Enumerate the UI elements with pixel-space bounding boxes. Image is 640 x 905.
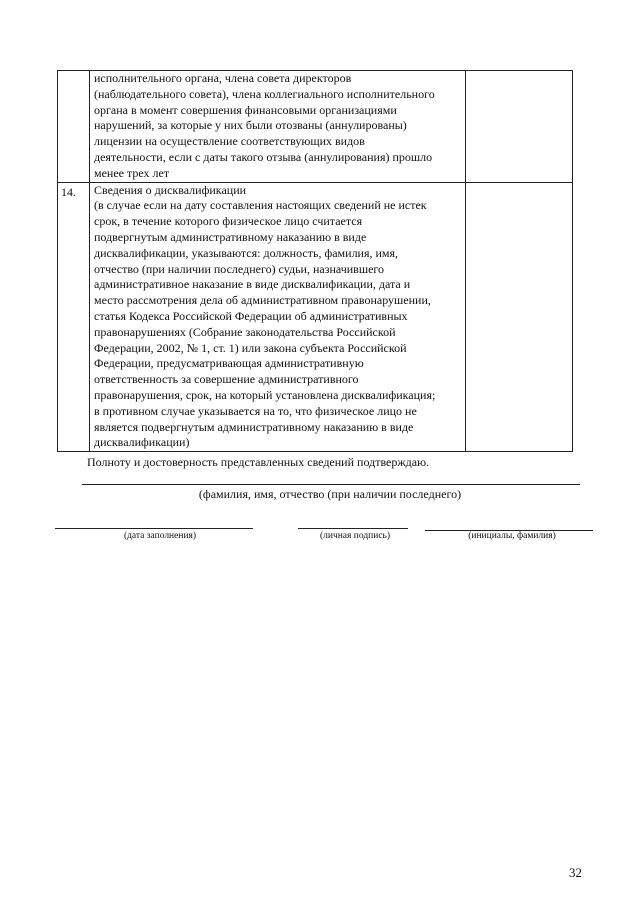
row-value-cell	[466, 182, 573, 452]
text-line: правонарушениях (Собрание законодательства Российской	[94, 324, 396, 339]
text-line: место рассмотрения дела об административном правонарушении,	[94, 293, 431, 308]
row-number-cell	[58, 182, 90, 452]
text-line: (наблюдательного совета), члена коллегиального исполнительного	[94, 86, 435, 101]
text-line: Федерации, 2002, № 1, ст. 1) или закона субъекта Российской	[94, 340, 407, 355]
text-line: дисквалификации)	[94, 435, 190, 450]
text-line: органа в момент совершения финансовыми организациями	[94, 102, 397, 117]
text-line: отчество (при наличии последнего) судьи, назначившего	[94, 261, 385, 276]
row-value-cell	[466, 71, 573, 183]
date-caption: (дата заполнения)	[123, 531, 197, 541]
confirmation-text: Полноту и достоверность представленных сведений подтверждаю.	[87, 455, 430, 469]
fio-signature-line	[82, 484, 580, 485]
text-line: статья Кодекса Российской Федерации об административных	[94, 308, 408, 323]
text-line: (в случае если на дату составления настоящих сведений не истек	[94, 198, 427, 213]
text-line: правонарушения, срок, на который установлена дисквалификация;	[94, 387, 436, 402]
text-line: Федерации, предусматривающая административную	[94, 356, 364, 371]
initials-caption: (инициалы, фамилия)	[468, 531, 556, 541]
fio-caption: (фамилия, имя, отчество (при наличии последнего)	[198, 487, 462, 501]
personal-signature-line	[298, 528, 408, 529]
text-line: исполнительного органа, члена совета директоров	[94, 71, 352, 85]
signature-caption: (личная подпись)	[319, 531, 391, 541]
text-line: срок, в течение которого физическое лицо считается	[94, 214, 363, 229]
text-line: деятельности, если с даты такого отзыва (аннулирования) прошло	[94, 149, 433, 164]
text-line: ответственность за совершение административного	[94, 372, 359, 387]
page-number: 32	[569, 865, 582, 880]
text-line: подвергнутым административному наказанию в виде	[94, 229, 367, 244]
text-line: административное наказание в виде дисквалификации, дата и	[94, 277, 411, 292]
text-line: нарушений, за которые у них были отозваны (аннулированы)	[94, 118, 407, 133]
table-row	[58, 71, 573, 183]
row-number-cell	[58, 71, 90, 183]
info-table	[57, 70, 573, 452]
text-line: лицензии на осуществление соответствующих видов	[94, 134, 365, 149]
date-signature-line	[55, 528, 253, 529]
row-number: 14.	[61, 184, 76, 199]
text-line: является подвергнутым административному наказанию в виде	[94, 419, 414, 434]
table-row	[58, 182, 573, 452]
text-line: в противном случае указывается на то, что физическое лицо не	[94, 403, 417, 418]
text-line: Сведения о дисквалификации	[94, 182, 247, 197]
text-line: дисквалификации, указываются: должность, фамилия, имя,	[94, 245, 399, 260]
row-number	[58, 71, 89, 73]
row-text-cell	[90, 71, 466, 183]
text-line: менее трех лет	[94, 165, 170, 180]
row-text-cell	[90, 182, 466, 452]
